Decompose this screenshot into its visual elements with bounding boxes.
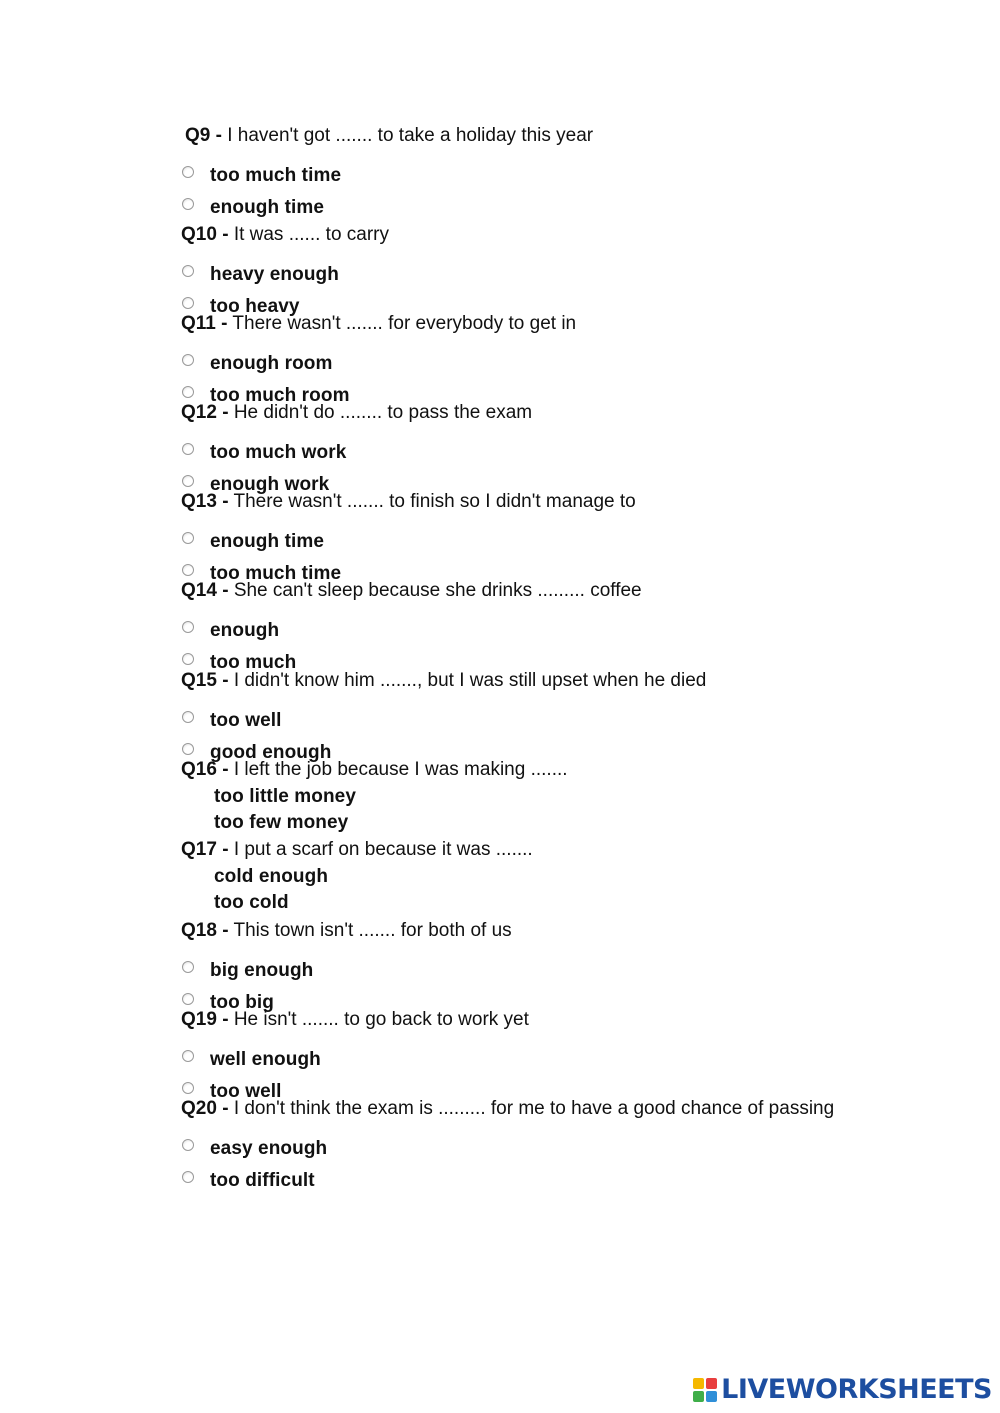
radio-button-icon[interactable]: [182, 386, 194, 398]
answer-option-label: too well: [210, 1081, 282, 1102]
question-number: Q18 -: [181, 920, 229, 941]
question-number: Q20 -: [181, 1098, 229, 1119]
answer-option[interactable]: [182, 352, 332, 376]
question-text: I left the job because I was making .......: [233, 759, 568, 780]
radio-button-icon[interactable]: [182, 1050, 194, 1062]
answer-option-label: enough work: [210, 474, 330, 495]
answer-option-label: too well: [210, 710, 282, 731]
question-text: It was ...... to carry: [233, 224, 390, 245]
radio-button-icon[interactable]: [182, 1082, 194, 1094]
question-text: I put a scarf on because it was .......: [233, 839, 533, 860]
question-text: There wasn't ....... to finish so I didn't manage to: [233, 491, 636, 512]
answer-option[interactable]: [214, 811, 348, 835]
question-17: [181, 839, 533, 861]
radio-button-icon[interactable]: [182, 711, 194, 723]
question-number: Q10 -: [181, 224, 229, 245]
question-14: [181, 580, 642, 602]
answer-option[interactable]: [214, 865, 328, 889]
answer-option-label: too much work: [210, 442, 347, 463]
question-text: This town isn't ....... for both of us: [233, 920, 512, 941]
question-20: [181, 1098, 834, 1120]
question-number: Q16 -: [181, 759, 229, 780]
question-11: [181, 313, 576, 335]
question-text: He didn't do ........ to pass the exam: [233, 402, 533, 423]
answer-option-label: too heavy: [210, 296, 300, 317]
question-number: Q12 -: [181, 402, 229, 423]
answer-option[interactable]: [182, 959, 313, 983]
answer-option[interactable]: [182, 441, 346, 465]
answer-option-label: too much time: [210, 165, 342, 186]
question-text: There wasn't ....... for everybody to get in: [232, 313, 577, 334]
answer-option-label: too difficult: [210, 1170, 315, 1191]
radio-button-icon[interactable]: [182, 475, 194, 487]
answer-option-label: too much: [210, 652, 297, 673]
radio-button-icon[interactable]: [182, 354, 194, 366]
answer-option[interactable]: [182, 164, 341, 188]
answer-option[interactable]: [214, 891, 289, 915]
answer-option[interactable]: [182, 1137, 327, 1161]
radio-button-icon[interactable]: [182, 993, 194, 1005]
answer-option-label: enough time: [210, 531, 325, 552]
answer-option[interactable]: [182, 1169, 315, 1193]
answer-option[interactable]: [182, 1048, 321, 1072]
radio-button-icon[interactable]: [182, 961, 194, 973]
radio-button-icon[interactable]: [182, 166, 194, 178]
answer-option-label: big enough: [210, 960, 314, 981]
radio-button-icon[interactable]: [182, 532, 194, 544]
answer-option[interactable]: [182, 530, 324, 554]
question-number: Q19 -: [181, 1009, 229, 1030]
radio-button-icon[interactable]: [182, 265, 194, 277]
answer-option[interactable]: [182, 619, 279, 643]
question-number: Q9 -: [185, 125, 222, 146]
question-text: He isn't ....... to go back to work yet: [233, 1009, 529, 1030]
answer-option[interactable]: [182, 709, 282, 733]
question-number: Q14 -: [181, 580, 229, 601]
question-9: [185, 125, 593, 147]
answer-option[interactable]: [214, 785, 356, 809]
answer-option-label: too cold: [214, 892, 289, 913]
answer-option-label: heavy enough: [210, 264, 339, 285]
answer-option-label: enough: [210, 620, 280, 641]
answer-option-label: enough room: [210, 353, 333, 374]
radio-button-icon[interactable]: [182, 443, 194, 455]
question-12: [181, 402, 532, 424]
answer-option-label: too much room: [210, 385, 350, 406]
answer-option-label: enough time: [210, 197, 325, 218]
answer-option-label: too big: [210, 992, 275, 1013]
liveworksheets-logo: [693, 1374, 992, 1405]
question-text: I don't think the exam is ......... for me to have a good chance of passing: [233, 1098, 835, 1119]
question-number: Q11 -: [181, 313, 228, 334]
radio-button-icon[interactable]: [182, 198, 194, 210]
radio-button-icon[interactable]: [182, 1171, 194, 1183]
question-10: [181, 224, 389, 246]
logo-square: [706, 1378, 717, 1389]
logo-square: [693, 1378, 704, 1389]
question-15: [181, 670, 706, 692]
question-text: I haven't got ....... to take a holiday this year: [227, 125, 594, 146]
logo-square: [706, 1391, 717, 1402]
radio-button-icon[interactable]: [182, 1139, 194, 1151]
answer-option[interactable]: [182, 263, 339, 287]
question-18: [181, 920, 512, 942]
radio-button-icon[interactable]: [182, 621, 194, 633]
radio-button-icon[interactable]: [182, 564, 194, 576]
answer-option[interactable]: [182, 196, 324, 220]
radio-button-icon[interactable]: [182, 297, 194, 309]
radio-button-icon[interactable]: [182, 653, 194, 665]
answer-option-label: easy enough: [210, 1138, 328, 1159]
answer-option-label: too much time: [210, 563, 342, 584]
question-number: Q15 -: [181, 670, 229, 691]
logo-text: LIVEWORKSHEETS: [721, 1374, 992, 1405]
question-number: Q13 -: [181, 491, 229, 512]
logo-mark-icon: [693, 1378, 717, 1402]
question-16: [181, 759, 568, 781]
answer-option-label: good enough: [210, 742, 332, 763]
question-13: [181, 491, 636, 513]
radio-button-icon[interactable]: [182, 743, 194, 755]
logo-square: [693, 1391, 704, 1402]
question-19: [181, 1009, 529, 1031]
answer-option-label: too little money: [214, 786, 356, 807]
answer-option-label: too few money: [214, 812, 349, 833]
answer-option-label: cold enough: [214, 866, 329, 887]
question-number: Q17 -: [181, 839, 229, 860]
question-text: I didn't know him ......., but I was still upset when he died: [233, 670, 707, 691]
question-text: She can't sleep because she drinks ......... coffee: [233, 580, 642, 601]
answer-option-label: well enough: [210, 1049, 321, 1070]
